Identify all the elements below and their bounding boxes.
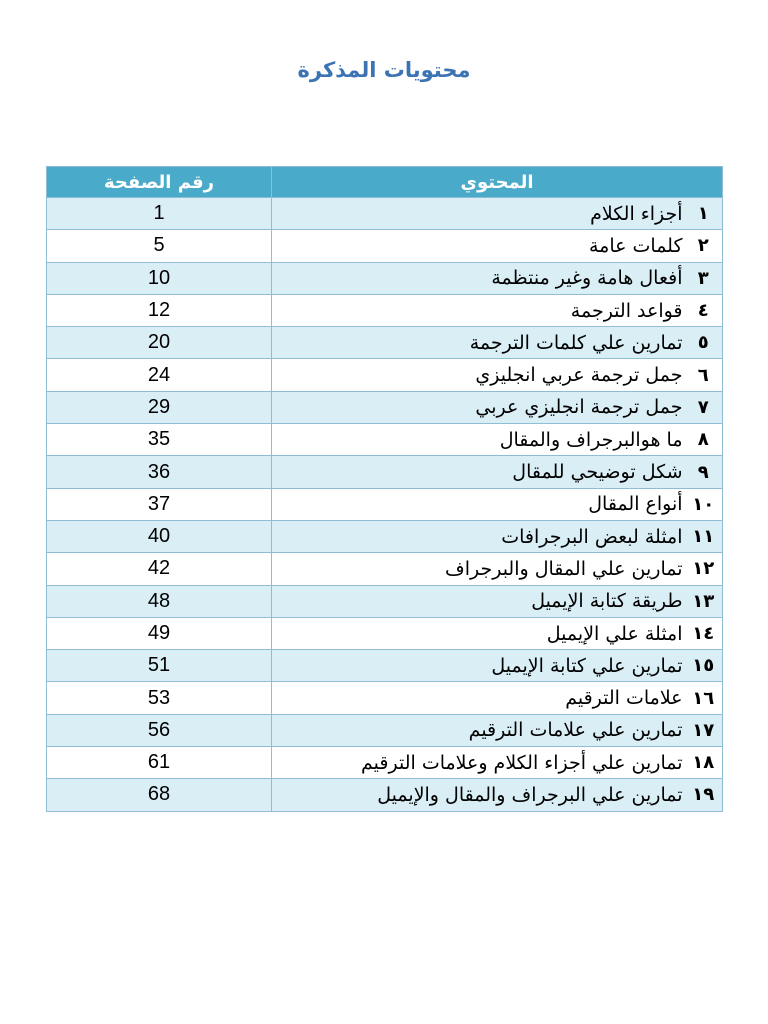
row-page-number: 12 [47, 294, 272, 326]
row-number: ٩ [685, 456, 723, 488]
row-page-number: 40 [47, 520, 272, 552]
row-number: ١١ [685, 520, 723, 552]
row-content: تمارين علي كلمات الترجمة [272, 327, 685, 359]
row-content: جمل ترجمة عربي انجليزي [272, 359, 685, 391]
contents-table [46, 166, 723, 812]
row-content: جمل ترجمة انجليزي عربي [272, 391, 685, 423]
row-page-number: 5 [47, 230, 272, 262]
row-page-number: 42 [47, 553, 272, 585]
page-title: محتويات المذكرة [297, 58, 471, 82]
row-content: تمارين علي علامات الترقيم [272, 714, 685, 746]
row-number: ١٠ [685, 488, 723, 520]
row-content: ما هوالبرجراف والمقال [272, 424, 685, 456]
table-row [47, 456, 723, 488]
row-content: أجزاء الكلام [272, 198, 685, 230]
table-row [47, 779, 723, 811]
row-content: تمارين علي كتابة الإيميل [272, 650, 685, 682]
table-row [47, 682, 723, 714]
row-content: امثلة علي الإيميل [272, 617, 685, 649]
table-row [47, 359, 723, 391]
table-row [47, 650, 723, 682]
row-page-number: 36 [47, 456, 272, 488]
table-row [47, 230, 723, 262]
row-content: شكل توضيحي للمقال [272, 456, 685, 488]
table-row [47, 391, 723, 423]
row-page-number: 56 [47, 714, 272, 746]
table-row [47, 294, 723, 326]
row-number: ٦ [685, 359, 723, 391]
row-number: ١٣ [685, 585, 723, 617]
row-number: ١٧ [685, 714, 723, 746]
row-number: ٣ [685, 262, 723, 294]
row-page-number: 68 [47, 779, 272, 811]
row-page-number: 29 [47, 391, 272, 423]
row-page-number: 49 [47, 617, 272, 649]
table-row [47, 520, 723, 552]
row-content: طريقة كتابة الإيميل [272, 585, 685, 617]
row-content: أنواع المقال [272, 488, 685, 520]
row-content: قواعد الترجمة [272, 294, 685, 326]
row-page-number: 51 [47, 650, 272, 682]
row-content: تمارين علي أجزاء الكلام وعلامات الترقيم [272, 747, 685, 779]
row-number: ١ [685, 198, 723, 230]
table-row [47, 714, 723, 746]
row-page-number: 61 [47, 747, 272, 779]
table-body [47, 198, 723, 812]
row-number: ٥ [685, 327, 723, 359]
row-number: ١٢ [685, 553, 723, 585]
table-row [47, 585, 723, 617]
table-row [47, 327, 723, 359]
row-content: كلمات عامة [272, 230, 685, 262]
row-number: ٧ [685, 391, 723, 423]
table-row [47, 747, 723, 779]
header-page-number: رقم الصفحة [47, 167, 272, 198]
table-row [47, 424, 723, 456]
header-content: المحتوي [272, 167, 723, 198]
row-page-number: 20 [47, 327, 272, 359]
row-number: ١٤ [685, 617, 723, 649]
row-number: ٤ [685, 294, 723, 326]
row-content: أفعال هامة وغير منتظمة [272, 262, 685, 294]
table-row [47, 488, 723, 520]
row-page-number: 10 [47, 262, 272, 294]
row-page-number: 24 [47, 359, 272, 391]
table-row [47, 553, 723, 585]
table-row [47, 262, 723, 294]
row-content: تمارين علي البرجراف والمقال والإيميل [272, 779, 685, 811]
row-number: ١٩ [685, 779, 723, 811]
row-content: علامات الترقيم [272, 682, 685, 714]
row-page-number: 48 [47, 585, 272, 617]
table-header-row [47, 167, 723, 198]
table-row [47, 198, 723, 230]
row-page-number: 1 [47, 198, 272, 230]
row-number: ٨ [685, 424, 723, 456]
row-number: ١٦ [685, 682, 723, 714]
row-page-number: 37 [47, 488, 272, 520]
row-content: تمارين علي المقال والبرجراف [272, 553, 685, 585]
row-number: ١٨ [685, 747, 723, 779]
row-page-number: 53 [47, 682, 272, 714]
row-number: ١٥ [685, 650, 723, 682]
row-number: ٢ [685, 230, 723, 262]
row-content: امثلة لبعض البرجرافات [272, 520, 685, 552]
table-row [47, 617, 723, 649]
row-page-number: 35 [47, 424, 272, 456]
